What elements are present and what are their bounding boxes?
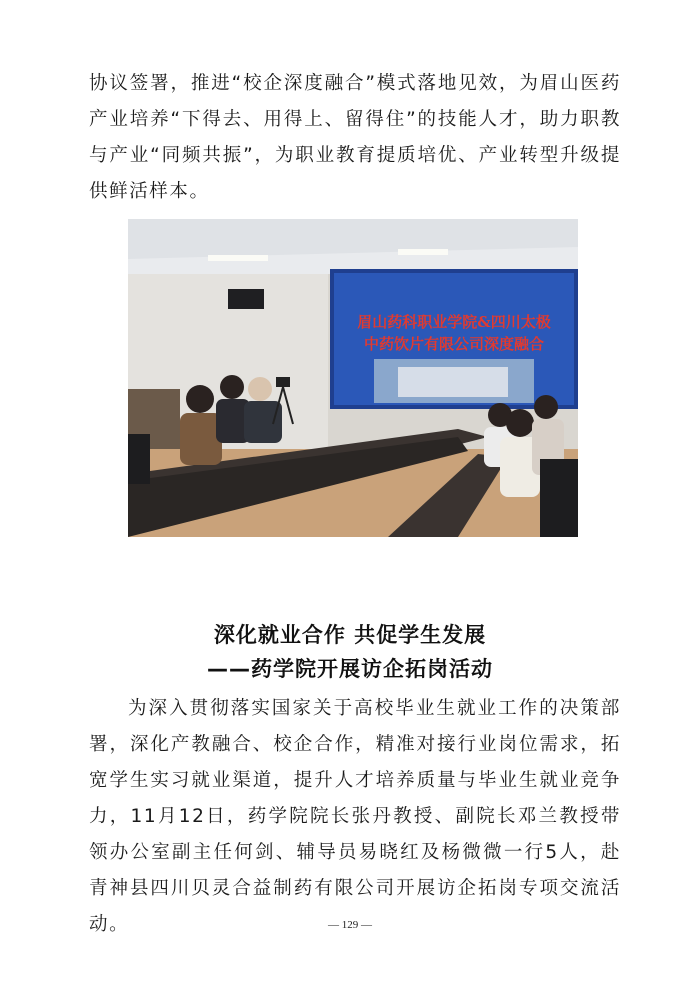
meeting-photo: [128, 219, 578, 537]
intro-paragraph: 协议签署，推进“校企深度融合”模式落地见效，为眉山医药产业培养“下得去、用得上、留得住”的技能人才，助力职教与产业“同频共振”，为职业教育提质培优、产业转型升级提供鲜活样本。: [89, 73, 621, 202]
article-title: 深化就业合作 共促学生发展: [213, 623, 487, 647]
article-body: 为深入贯彻落实国家关于高校毕业生就业工作的决策部署，深化产教融合、校企合作，精准对接行业岗位需求，拓宽学生实习就业渠道，提升人才培养质量与毕业生就业竞争力，11月12日，药学院院长张丹教授、副院长邓兰教授带领办公室副主任何剑、辅导员易晓红及杨微微一行5人，赴青神县四川贝灵合益制药有限公司开展访企拓岗专项交流活动。: [89, 698, 621, 935]
screen-title-line2: 中药饮片有限公司深度融合: [363, 335, 545, 353]
screen-title-line1: 眉山药科职业学院&四川太极: [357, 313, 551, 331]
page-number: — 129 —: [328, 919, 372, 931]
article-subtitle: ——药学院开展访企拓岗活动: [207, 657, 493, 681]
